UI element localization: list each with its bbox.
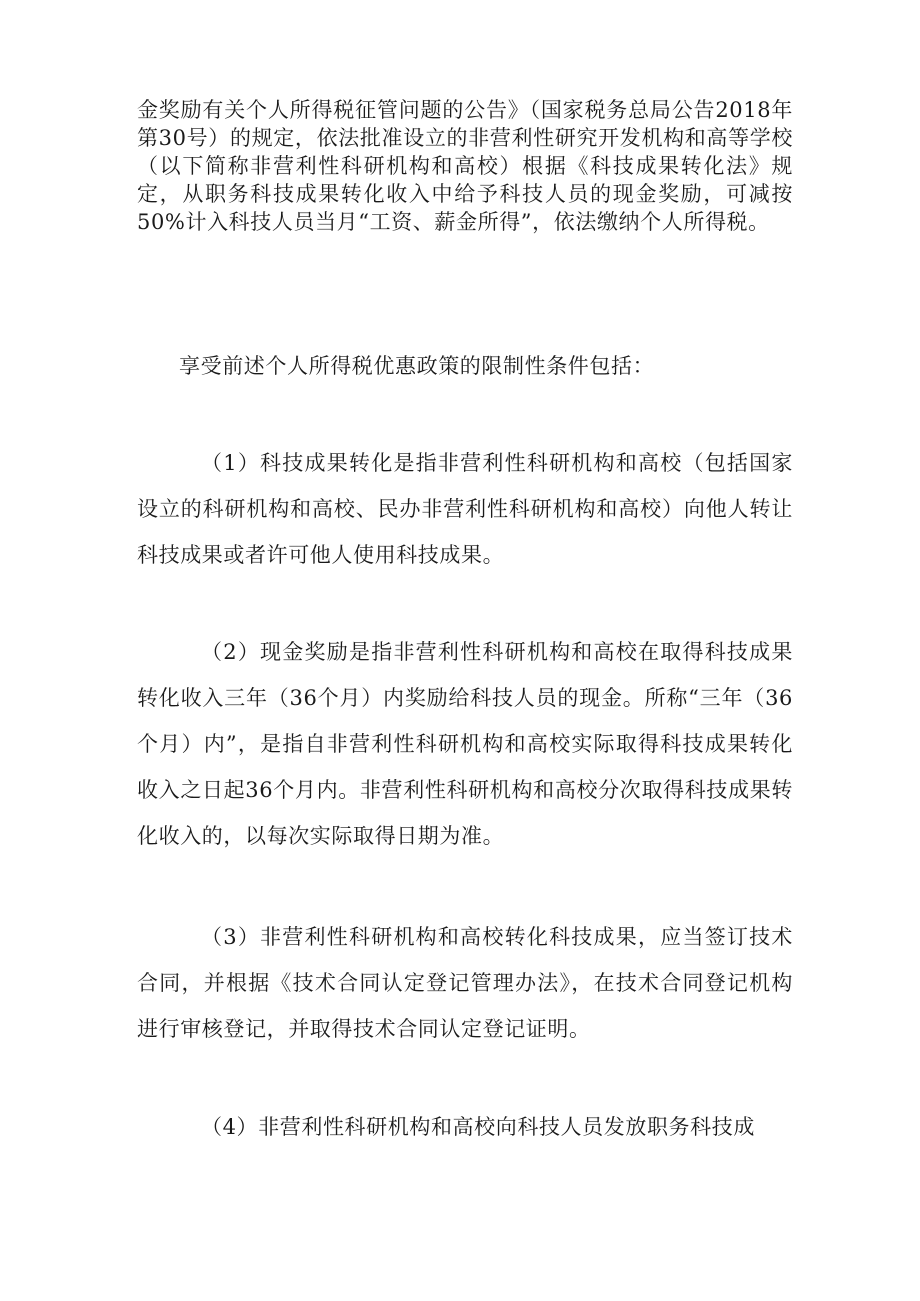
paragraph-condition-3: （3）非营利性科研机构和高校转化科技成果，应当签订技术合同，并根据《技术合同认定登记管理办法》，在技术合同登记机构进行审核登记，并取得技术合同认定登记证明。 [137,925,793,1041]
paragraph-tax-policy-intro: 金奖励有关个人所得税征管问题的公告》（国家税务总局公告2018年第30号）的规定，依法批准设立的非营利性研究开发机构和高等学校（以下简称非营利性科研机构和高校）根据《科技成果转化法》规定，从职务科技成果转化收入中给予科技人员的现金奖励，可减按50%计入科技人员当月“工资、薪金所得”，依法缴纳个人所得税。 [137,98,793,234]
paragraph-condition-2: （2）现金奖励是指非营利性科研机构和高校在取得科技成果转化收入三年（36个月）内奖励给科技人员的现金。所称“三年（36个月）内”，是指自非营利性科研机构和高校实际取得科技成果转化收入之日起36个月内。非营利性科研机构和高校分次取得科技成果转化收入的，以每次实际取得日期为准。 [137,640,793,848]
paragraph-condition-1: （1）科技成果转化是指非营利性科研机构和高校（包括国家设立的科研机构和高校、民办非营利性科研机构和高校）向他人转让科技成果或者许可他人使用科技成果。 [137,451,793,567]
paragraph-condition-4: （4）非营利性科研机构和高校向科技人员发放职务科技成 [201,1115,755,1139]
paragraph-conditions-heading: 享受前述个人所得税优惠政策的限制性条件包括： [179,354,655,378]
